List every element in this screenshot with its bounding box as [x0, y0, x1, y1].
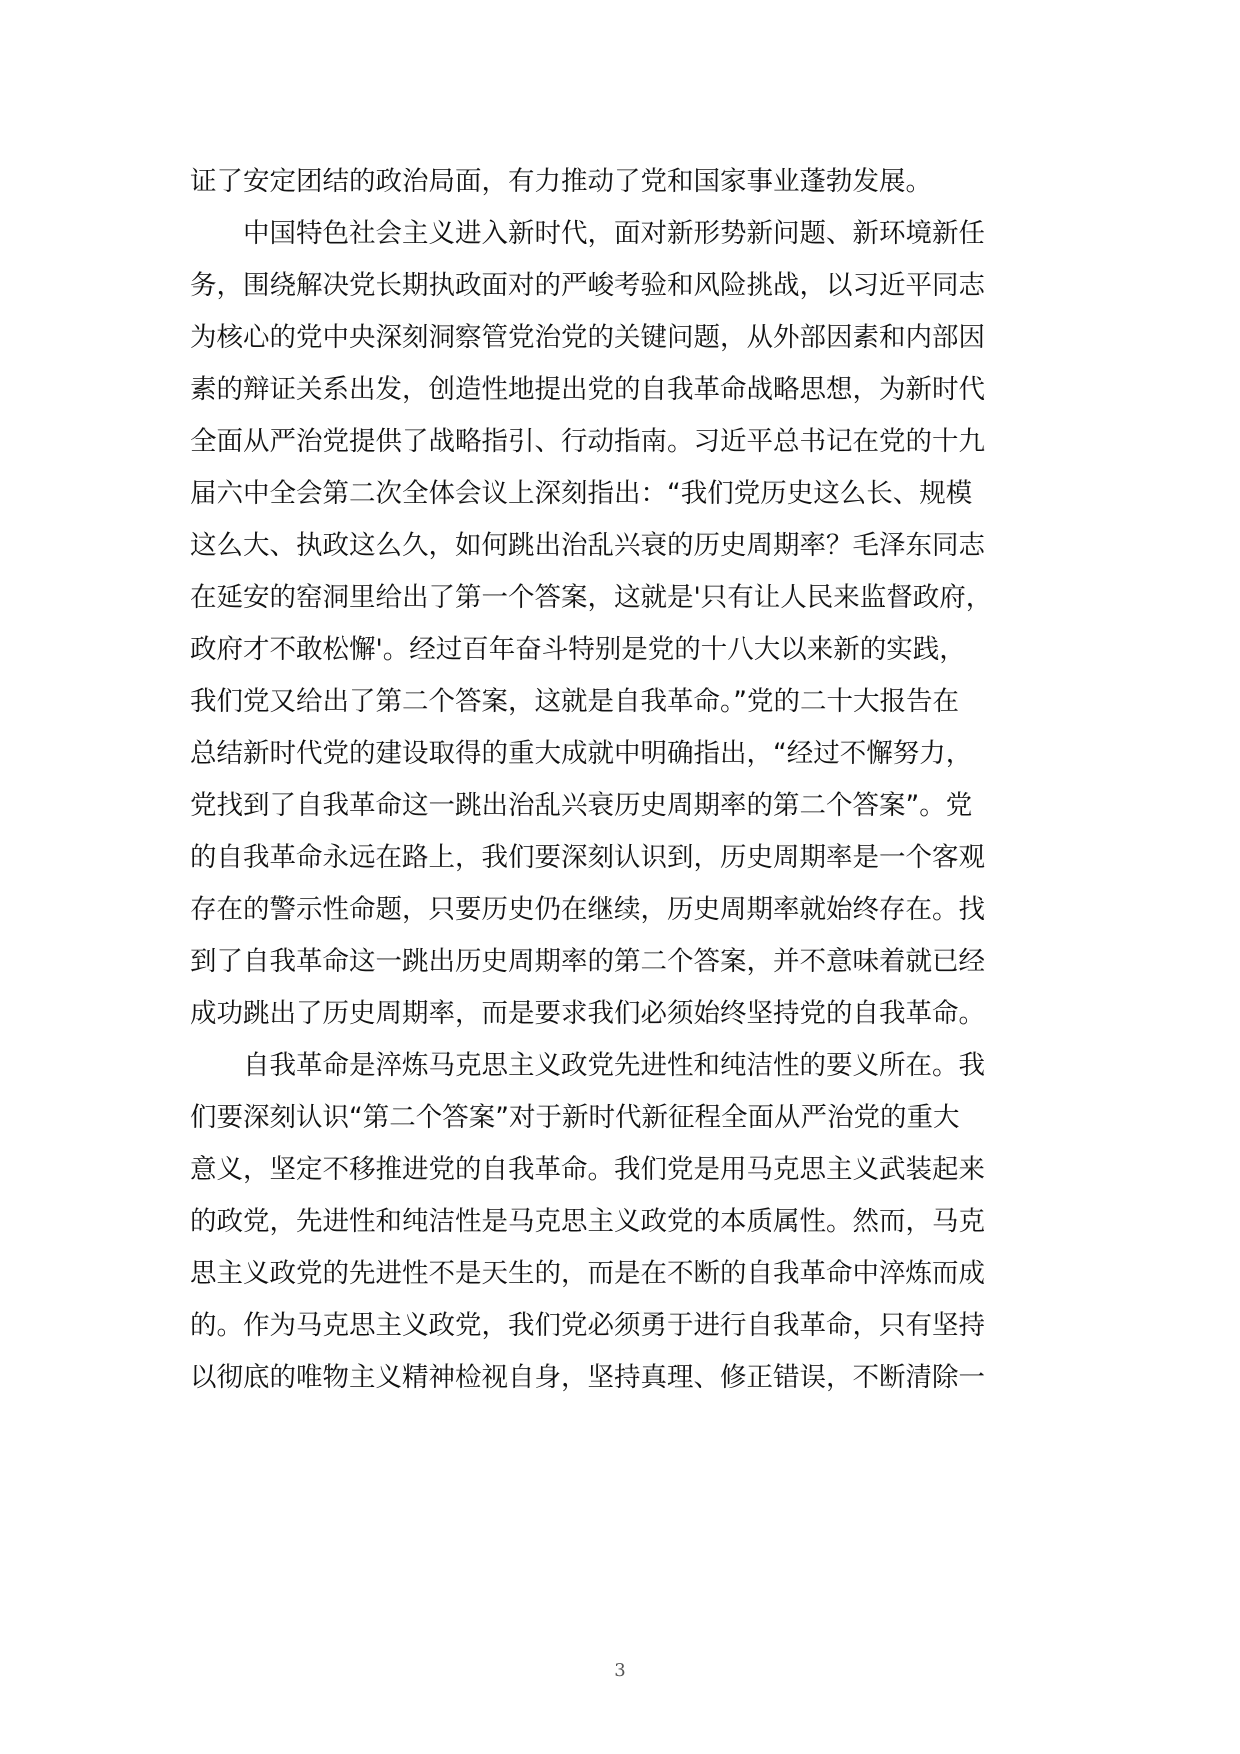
text-line: 届六中全会第二次全体会议上深刻指出：“我们党历史这么长、规模 [190, 478, 973, 509]
text-line: 意义，坚定不移推进党的自我革命。我们党是用马克思主义武装起来 [190, 1154, 985, 1185]
text-line: 思主义政党的先进性不是天生的，而是在不断的自我革命中淬炼而成 [190, 1258, 985, 1289]
page-number: 3 [614, 1660, 626, 1681]
text-line: 务，围绕解决党长期执政面对的严峻考验和风险挑战，以习近平同志 [190, 270, 985, 301]
text-line: 成功跳出了历史周期率，而是要求我们必须始终坚持党的自我革命。 [190, 998, 985, 1029]
text-line: 自我革命是淬炼马克思主义政党先进性和纯洁性的要义所在。我 [190, 1050, 985, 1081]
text-line: 素的辩证关系出发，创造性地提出党的自我革命战略思想，为新时代 [190, 374, 985, 405]
body-text [190, 156, 1050, 1404]
text-line: 在延安的窑洞里给出了第一个答案，这就是'只有让人民来监督政府， [190, 582, 993, 613]
text-line: 总结新时代党的建设取得的重大成就中明确指出，“经过不懈努力， [190, 738, 973, 769]
text-line: 的政党，先进性和纯洁性是马克思主义政党的本质属性。然而，马克 [190, 1206, 985, 1237]
text-line: 到了自我革命这一跳出历史周期率的第二个答案，并不意味着就已经 [190, 946, 985, 977]
text-line: 的。作为马克思主义政党，我们党必须勇于进行自我革命，只有坚持 [190, 1310, 985, 1341]
text-line: 的自我革命永远在路上，我们要深刻认识到，历史周期率是一个客观 [190, 842, 985, 873]
text-line: 证了安定团结的政治局面，有力推动了党和国家事业蓬勃发展。 [190, 166, 932, 197]
text-line: 我们党又给出了第二个答案，这就是自我革命。”党的二十大报告在 [190, 686, 959, 717]
text-line: 为核心的党中央深刻洞察管党治党的关键问题，从外部因素和内部因 [190, 322, 985, 353]
text-line: 以彻底的唯物主义精神检视自身，坚持真理、修正错误，不断清除一 [190, 1362, 985, 1393]
text-line: 全面从严治党提供了战略指引、行动指南。习近平总书记在党的十九 [190, 426, 985, 457]
text-line: 党找到了自我革命这一跳出治乱兴衰历史周期率的第二个答案”。党 [190, 790, 973, 821]
text-line: 政府才不敢松懈'。经过百年奋斗特别是党的十八大以来新的实践， [190, 634, 966, 665]
text-line: 存在的警示性命题，只要历史仍在继续，历史周期率就始终存在。找 [190, 894, 985, 925]
text-line: 中国特色社会主义进入新时代，面对新形势新问题、新环境新任 [190, 218, 985, 249]
text-line: 这么大、执政这么久，如何跳出治乱兴衰的历史周期率？毛泽东同志 [190, 530, 985, 561]
text-line: 们要深刻认识“第二个答案”对于新时代新征程全面从严治党的重大 [190, 1102, 960, 1133]
